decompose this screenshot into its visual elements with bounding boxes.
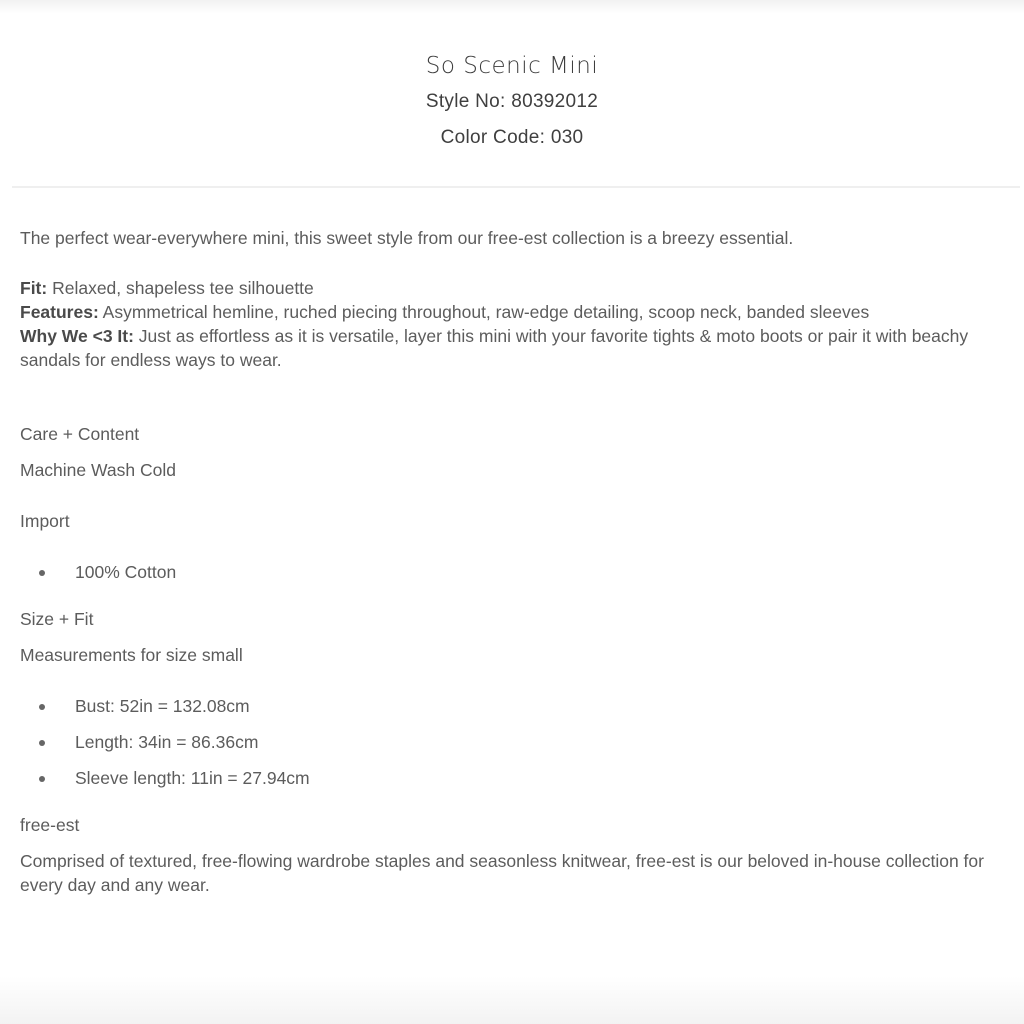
color-code: Color Code: 030 (440, 127, 584, 148)
details-block (20, 276, 1010, 372)
measurements-list (20, 694, 1010, 802)
materials-list (20, 560, 1010, 596)
bullet-icon (39, 776, 45, 782)
list-item (20, 560, 1010, 596)
list-item (20, 694, 1010, 730)
size-fit-heading: Size + Fit (20, 609, 94, 629)
top-shadow (0, 0, 1024, 14)
bullet-icon (39, 704, 45, 710)
collection-text: Comprised of textured, free-flowing wardrobe staples and seasonless knitwear, free-est is our beloved in-house collection for every day and any wear. (20, 851, 984, 895)
fit-line (20, 276, 1010, 300)
care-wash: Machine Wash Cold (20, 460, 176, 480)
care-heading: Care + Content (20, 424, 140, 444)
measurement-text: Length: 34in = 86.36cm (75, 732, 259, 752)
bottom-shadow (0, 976, 1024, 1024)
product-header (0, 48, 1024, 156)
why-label: Why We <3 It: (20, 326, 134, 346)
list-item (20, 730, 1010, 766)
header-divider (12, 186, 1020, 188)
size-fit-subheading: Measurements for size small (20, 645, 243, 665)
fit-label: Fit: (20, 278, 48, 298)
fit-text: Relaxed, shapeless tee silhouette (47, 278, 314, 298)
intro-text: The perfect wear-everywhere mini, this sweet style from our free-est collection is a breezy essential. (20, 228, 794, 248)
features-label: Features: (20, 302, 99, 322)
product-description (20, 226, 1010, 897)
care-origin: Import (20, 511, 70, 531)
bullet-icon (39, 570, 45, 576)
product-title: So Scenic Mini (425, 53, 599, 79)
list-item (20, 766, 1010, 802)
measurement-text: Sleeve length: 11in = 27.94cm (75, 768, 310, 788)
why-line (20, 324, 1010, 372)
collection-heading: free-est (20, 815, 80, 835)
style-number: Style No: 80392012 (425, 91, 599, 112)
measurement-text: Bust: 52in = 132.08cm (75, 696, 250, 716)
features-line (20, 300, 1010, 324)
why-text: Just as effortless as it is versatile, layer this mini with your favorite tights & moto boots or pair it with beachy sandals for endless ways to wear. (20, 326, 969, 370)
features-text: Asymmetrical hemline, ruched piecing throughout, raw-edge detailing, scoop neck, banded sleeves (98, 302, 870, 322)
material-text: 100% Cotton (75, 562, 177, 582)
bullet-icon (39, 740, 45, 746)
